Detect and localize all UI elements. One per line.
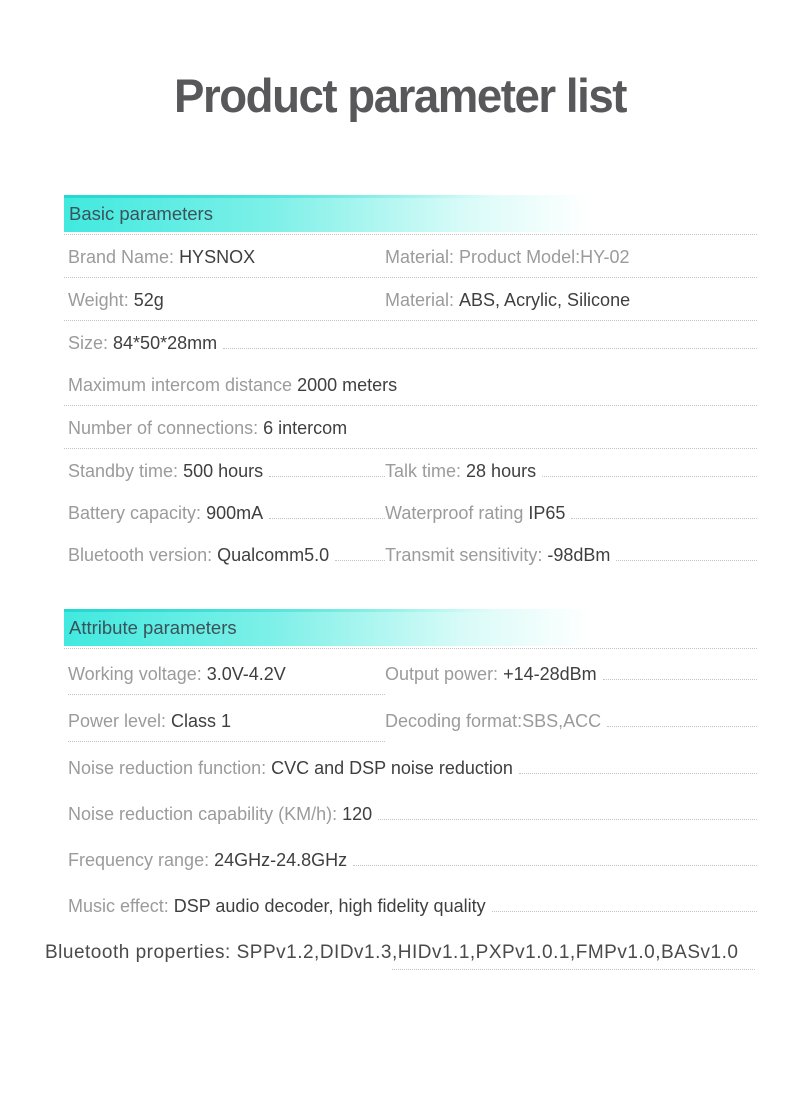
table-row	[64, 545, 757, 575]
table-row	[64, 418, 757, 449]
param-value: HYSNOX	[179, 247, 256, 267]
param-value: 900mA	[206, 503, 264, 523]
section-header-attribute	[64, 609, 757, 649]
table-row	[64, 247, 757, 278]
param-value: DSP audio decoder, high fidelity quality	[173, 896, 486, 916]
dotted-leader	[378, 819, 757, 820]
dotted-leader	[616, 560, 757, 561]
param-label: Size:	[68, 333, 114, 353]
section-basic-parameters	[64, 195, 757, 575]
param-field-power-level	[68, 711, 385, 742]
table-row	[64, 850, 757, 881]
table-row-bluetooth-properties	[45, 942, 757, 970]
param-value: 84*50*28mm	[113, 333, 218, 353]
param-label: Brand Name:	[68, 247, 180, 267]
content-area	[45, 195, 757, 970]
param-label: Decoding format:SBS,ACC	[385, 711, 602, 731]
dotted-leader	[353, 865, 757, 866]
param-label: Frequency range:	[68, 850, 215, 870]
spec-sheet-page	[0, 68, 800, 1108]
param-label: Material:	[385, 290, 460, 310]
dotted-leader	[223, 348, 757, 349]
param-field-standby-time	[68, 461, 385, 482]
dotted-leader	[603, 679, 757, 680]
param-value: Qualcomm5.0	[217, 545, 330, 565]
param-label: Material:	[385, 247, 460, 267]
table-row	[64, 461, 757, 491]
table-row	[64, 711, 757, 743]
param-label: Noise reduction function:	[68, 758, 272, 778]
param-label: Transmit sensitivity:	[385, 545, 548, 565]
section-header-basic	[64, 195, 757, 235]
param-value: Class 1	[171, 711, 232, 731]
param-field-bluetooth-version	[68, 545, 385, 566]
param-value: 6 intercom	[263, 418, 348, 438]
dotted-leader	[519, 773, 757, 774]
param-label: Music effect:	[68, 896, 174, 916]
dotted-leader	[335, 560, 385, 561]
param-value: 2000 meters	[297, 375, 398, 395]
param-field-talk-time	[385, 461, 757, 482]
param-field-connections	[68, 418, 757, 439]
table-row	[64, 333, 757, 363]
section-header-label: Attribute parameters	[69, 617, 237, 638]
param-label: Working voltage:	[68, 664, 207, 684]
dotted-leader	[492, 911, 757, 912]
table-row	[64, 375, 757, 406]
param-value: -98dBm	[547, 545, 611, 565]
param-field-transmit-sensitivity	[385, 545, 757, 566]
param-field-waterproof-rating	[385, 503, 757, 524]
page-title: Product parameter list	[174, 69, 626, 122]
table-row	[64, 758, 757, 789]
param-label: Power level:	[68, 711, 172, 731]
table-row	[64, 664, 757, 696]
param-label: Battery capacity:	[68, 503, 207, 523]
param-label: Output power:	[385, 664, 504, 684]
param-field-decoding-format	[385, 711, 757, 732]
param-value: ABS, Acrylic, Silicone	[459, 290, 631, 310]
param-value: 120	[342, 804, 373, 824]
section-header-label: Basic parameters	[69, 203, 213, 224]
param-field-noise-reduction-function	[68, 758, 757, 779]
param-value: CVC and DSP noise reduction	[271, 758, 513, 778]
param-value: 28 hours	[466, 461, 537, 481]
param-field-output-power	[385, 664, 757, 685]
param-value: 3.0V-4.2V	[206, 664, 286, 684]
param-field-material	[385, 290, 757, 311]
param-label: Talk time:	[385, 461, 467, 481]
table-row	[64, 503, 757, 533]
param-field-noise-reduction-capability	[68, 804, 757, 825]
param-value: 52g	[133, 290, 164, 310]
dotted-leader	[607, 726, 757, 727]
param-field-frequency-range	[68, 850, 757, 871]
param-label: Product Model:HY-02	[459, 247, 630, 267]
param-label: Bluetooth properties:	[45, 942, 237, 963]
dotted-leader	[269, 518, 385, 519]
param-label: Waterproof rating	[385, 503, 529, 523]
dotted-leader	[571, 518, 757, 519]
section-attribute-parameters	[45, 609, 757, 970]
dotted-line	[392, 969, 755, 970]
table-row	[64, 804, 757, 835]
param-field-music-effect	[68, 896, 757, 917]
param-field-size	[68, 333, 757, 354]
param-label: Bluetooth version:	[68, 545, 218, 565]
param-label: Standby time:	[68, 461, 184, 481]
param-value: +14-28dBm	[503, 664, 597, 684]
dotted-leader	[269, 476, 385, 477]
param-label: Weight:	[68, 290, 134, 310]
param-value: 24GHz-24.8GHz	[214, 850, 348, 870]
param-field-product-model	[385, 247, 757, 268]
param-field-working-voltage	[68, 664, 385, 695]
param-field-brand-name	[68, 247, 385, 268]
param-field-intercom-distance	[68, 375, 757, 396]
param-value: SPPv1.2,DIDv1.3,HIDv1.1,PXPv1.0.1,FMPv1.0,BASv1.0	[236, 942, 739, 963]
param-value: IP65	[528, 503, 566, 523]
table-row	[64, 290, 757, 321]
param-label: Maximum intercom distance	[68, 375, 298, 395]
param-value: 500 hours	[183, 461, 264, 481]
param-field-bluetooth-properties	[45, 942, 738, 964]
param-field-battery-capacity	[68, 503, 385, 524]
dotted-leader	[542, 476, 757, 477]
param-field-weight	[68, 290, 385, 311]
param-label: Number of connections:	[68, 418, 264, 438]
param-label: Noise reduction capability (KM/h):	[68, 804, 343, 824]
table-row	[64, 896, 757, 927]
